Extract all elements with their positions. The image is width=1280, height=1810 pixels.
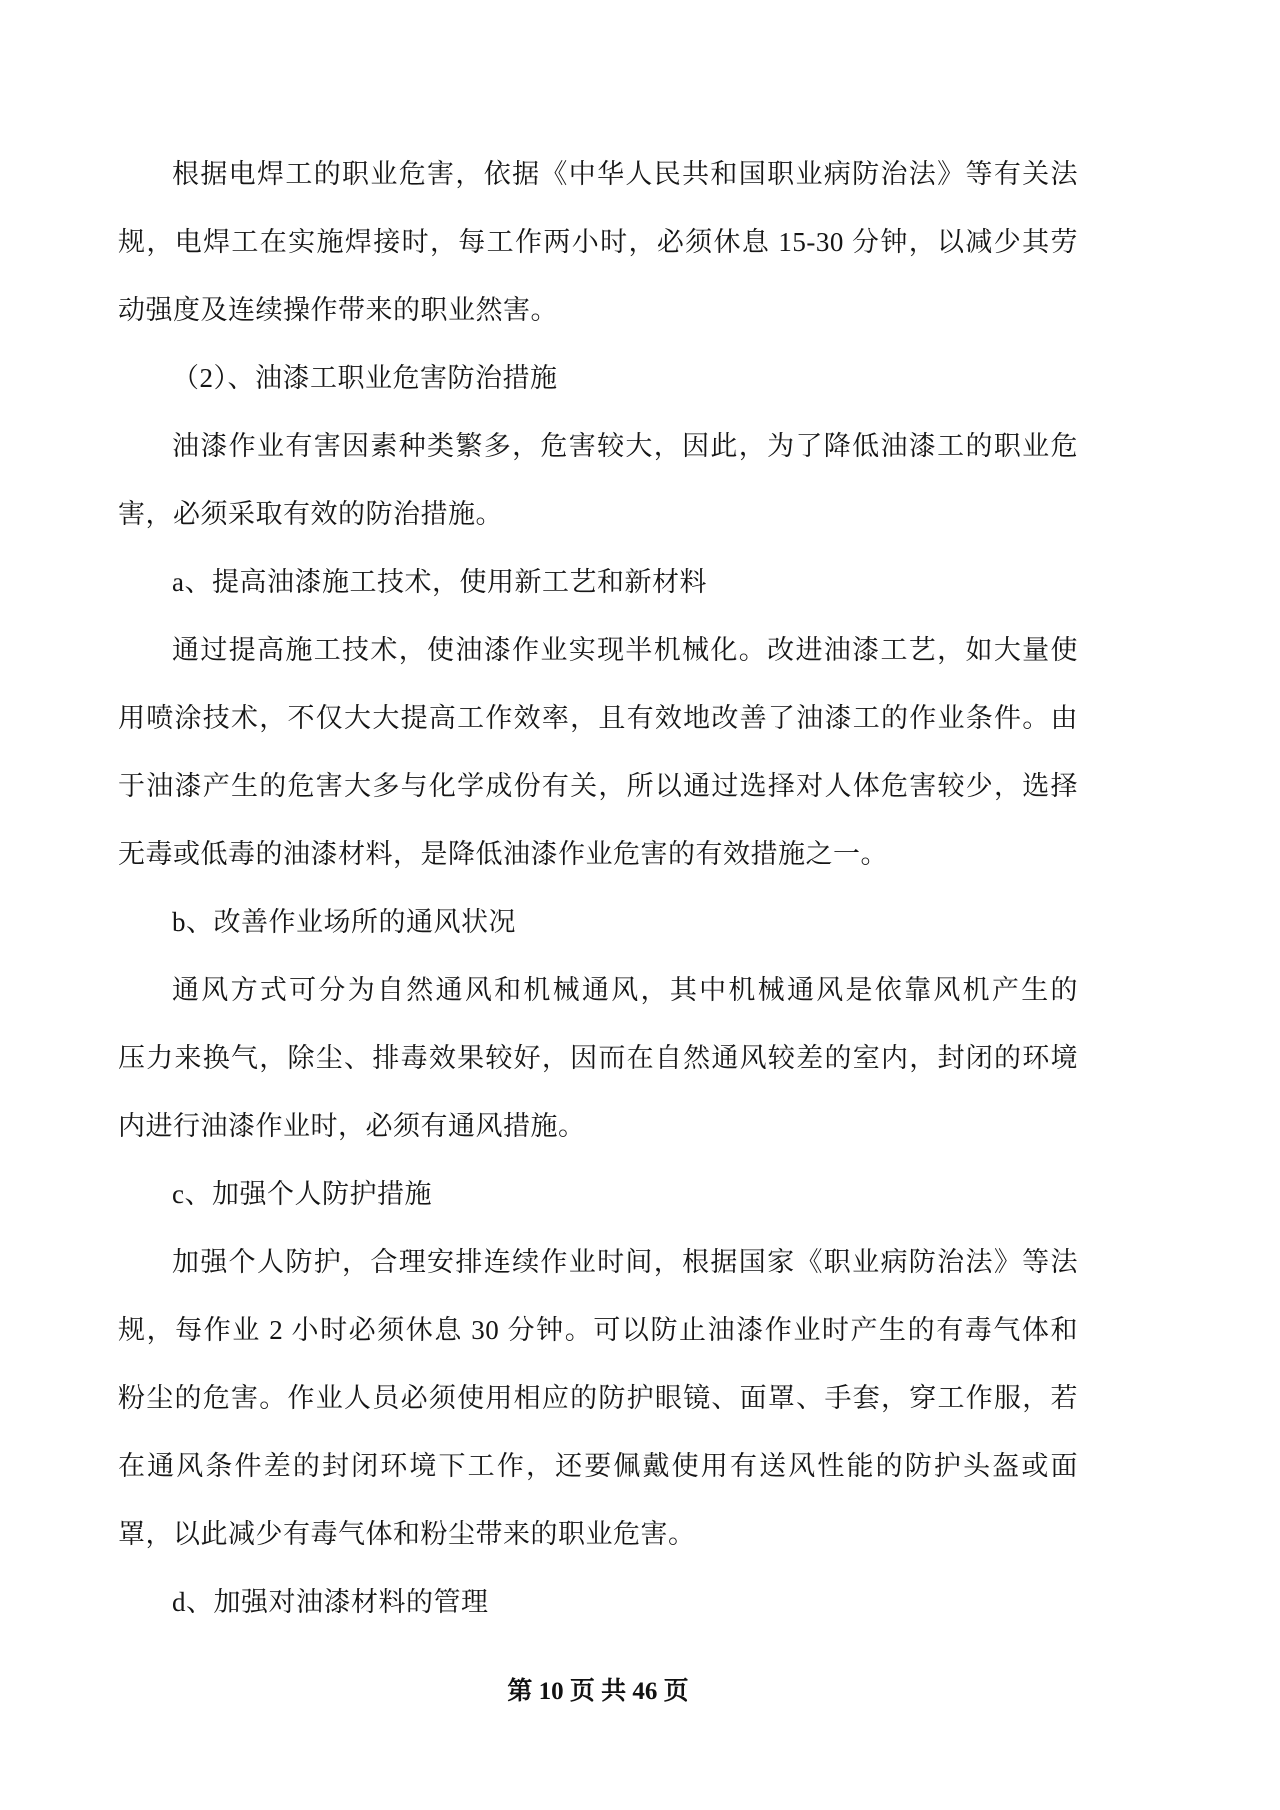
text-line: 于油漆产生的危害大多与化学成份有关，所以通过选择对人体危害较少，选择 [118, 771, 1078, 801]
document-body [118, 140, 1078, 1636]
text-line: 害，必须采取有效的防治措施。 [118, 499, 503, 529]
page-footer [118, 1662, 1078, 1722]
text-line: a、提高油漆施工技术，使用新工艺和新材料 [172, 567, 707, 597]
page-number-text: 第 10 页 共 46 页 [507, 1678, 689, 1705]
text-line: （2）、油漆工职业危害防治措施 [172, 363, 558, 393]
text-line: 油漆作业有害因素种类繁多，危害较大，因此，为了降低油漆工的职业危 [172, 431, 1078, 461]
text-line: 规，电焊工在实施焊接时，每工作两小时，必须休息 15-30 分钟，以减少其劳 [118, 227, 1078, 257]
text-line: 无毒或低毒的油漆材料，是降低油漆作业危害的有效措施之一。 [118, 839, 888, 869]
text-line: 粉尘的危害。作业人员必须使用相应的防护眼镜、面罩、手套，穿工作服，若 [118, 1383, 1078, 1413]
text-line: 加强个人防护，合理安排连续作业时间，根据国家《职业病防治法》等法 [172, 1247, 1078, 1277]
text-line: 动强度及连续操作带来的职业然害。 [118, 295, 558, 325]
text-line: 通过提高施工技术，使油漆作业实现半机械化。改进油漆工艺，如大量使 [172, 635, 1078, 665]
text-line: 规，每作业 2 小时必须休息 30 分钟。可以防止油漆作业时产生的有毒气体和 [118, 1315, 1078, 1345]
text-line: 用喷涂技术，不仅大大提高工作效率，且有效地改善了油漆工的作业条件。由 [118, 703, 1078, 733]
text-line: 罩，以此减少有毒气体和粉尘带来的职业危害。 [118, 1519, 696, 1549]
text-line: b、改善作业场所的通风状况 [172, 907, 516, 937]
text-line: 通风方式可分为自然通风和机械通风，其中机械通风是依靠风机产生的 [172, 975, 1078, 1005]
text-line: 在通风条件差的封闭环境下工作，还要佩戴使用有送风性能的防护头盔或面 [118, 1451, 1078, 1481]
text-line: 内进行油漆作业时，必须有通风措施。 [118, 1111, 586, 1141]
text-line: d、加强对油漆材料的管理 [172, 1587, 489, 1617]
text-line: 根据电焊工的职业危害，依据《中华人民共和国职业病防治法》等有关法 [172, 159, 1078, 189]
text-line: c、加强个人防护措施 [172, 1179, 432, 1209]
text-line: 压力来换气，除尘、排毒效果较好，因而在自然通风较差的室内，封闭的环境 [118, 1043, 1078, 1073]
